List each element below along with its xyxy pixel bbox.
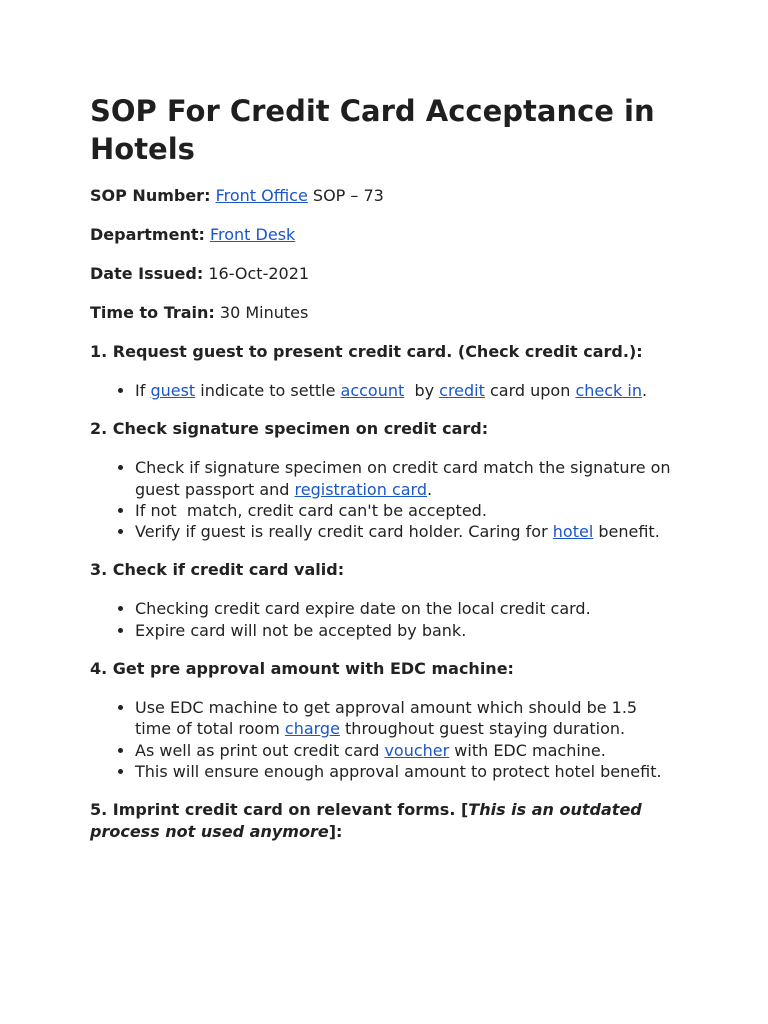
section-2-heading: 2. Check signature specimen on credit card: xyxy=(90,419,489,439)
check-in-link[interactable]: check in xyxy=(575,381,642,400)
section-1-heading: 1. Request guest to present credit card. (Check credit card.): xyxy=(90,342,643,361)
list-item-text: If not match, credit card can't be accepted. xyxy=(135,500,487,520)
time-to-train-line xyxy=(90,302,678,324)
time-to-train-label: Time to Train: xyxy=(90,303,215,322)
outdated-note: This is an outdated process not used anymore xyxy=(90,800,642,842)
list-item: • Checking credit card expire date on the local credit card. xyxy=(135,598,678,619)
sop-number-line xyxy=(90,185,678,207)
sop-number-label: SOP Number: xyxy=(90,186,211,205)
list-item-text: . xyxy=(427,479,433,499)
account-link[interactable]: account xyxy=(340,381,405,400)
voucher-link[interactable]: voucher xyxy=(384,740,450,760)
time-to-train-value: 30 Minutes xyxy=(214,303,309,322)
registration-card-link[interactable]: registration card xyxy=(294,479,427,499)
section-2-list xyxy=(90,457,678,542)
list-item: • This will ensure enough approval amount to protect hotel benefit. xyxy=(135,761,678,782)
charge-link[interactable]: charge xyxy=(284,719,340,739)
list-item-text: benefit. xyxy=(593,522,660,542)
front-desk-link[interactable]: Front Desk xyxy=(209,225,296,244)
list-item-text: . xyxy=(641,381,648,400)
list-item xyxy=(135,521,678,542)
list-item-text: by xyxy=(404,381,440,400)
sop-number-value: SOP – 73 xyxy=(307,186,384,205)
section-3-heading: 3. Check if credit card valid: xyxy=(90,560,345,580)
section-5-heading xyxy=(90,799,678,843)
credit-link[interactable]: credit xyxy=(439,381,485,400)
list-item-text: card upon xyxy=(484,381,576,400)
date-issued-line xyxy=(90,263,678,285)
list-item-text: with EDC machine. xyxy=(449,740,606,760)
list-item xyxy=(135,380,678,401)
list-item xyxy=(135,740,678,761)
department-label: Department: xyxy=(90,225,205,244)
list-item: • Expire card will not be accepted by bank. xyxy=(135,620,678,641)
date-issued-value: 16-Oct-2021 xyxy=(203,264,310,283)
section-5-heading-text: 5. Imprint credit card on relevant forms. [ xyxy=(90,800,469,820)
list-item xyxy=(135,697,678,740)
list-item xyxy=(135,457,678,500)
section-4-heading: 4. Get pre approval amount with EDC machine: xyxy=(90,659,514,679)
list-item-text: Check if signature specimen on credit card match the signature on guest passport and xyxy=(135,458,671,499)
list-item-text: Verify if guest is really credit card holder. Caring for xyxy=(135,522,553,542)
section-5-heading-end: ]: xyxy=(328,822,343,842)
section-4-list xyxy=(90,697,678,782)
list-item-text: Use EDC machine to get approval amount which should be 1.5 time of total room xyxy=(135,698,638,739)
list-item-text: If xyxy=(135,381,151,400)
hotel-link[interactable]: hotel xyxy=(552,522,594,542)
section-3-list xyxy=(90,598,678,641)
list-item-text: throughout guest staying duration. xyxy=(339,719,626,739)
list-item-text: As well as print out credit card xyxy=(135,740,385,760)
front-office-link[interactable]: Front Office xyxy=(215,186,308,205)
section-1-list xyxy=(90,380,678,401)
date-issued-label: Date Issued: xyxy=(90,264,204,283)
guest-link[interactable]: guest xyxy=(150,381,196,400)
page-title: SOP For Credit Card Acceptance in Hotels xyxy=(90,94,655,166)
department-line xyxy=(90,224,678,246)
list-item xyxy=(135,500,678,521)
list-item-text: indicate to settle xyxy=(195,381,341,400)
